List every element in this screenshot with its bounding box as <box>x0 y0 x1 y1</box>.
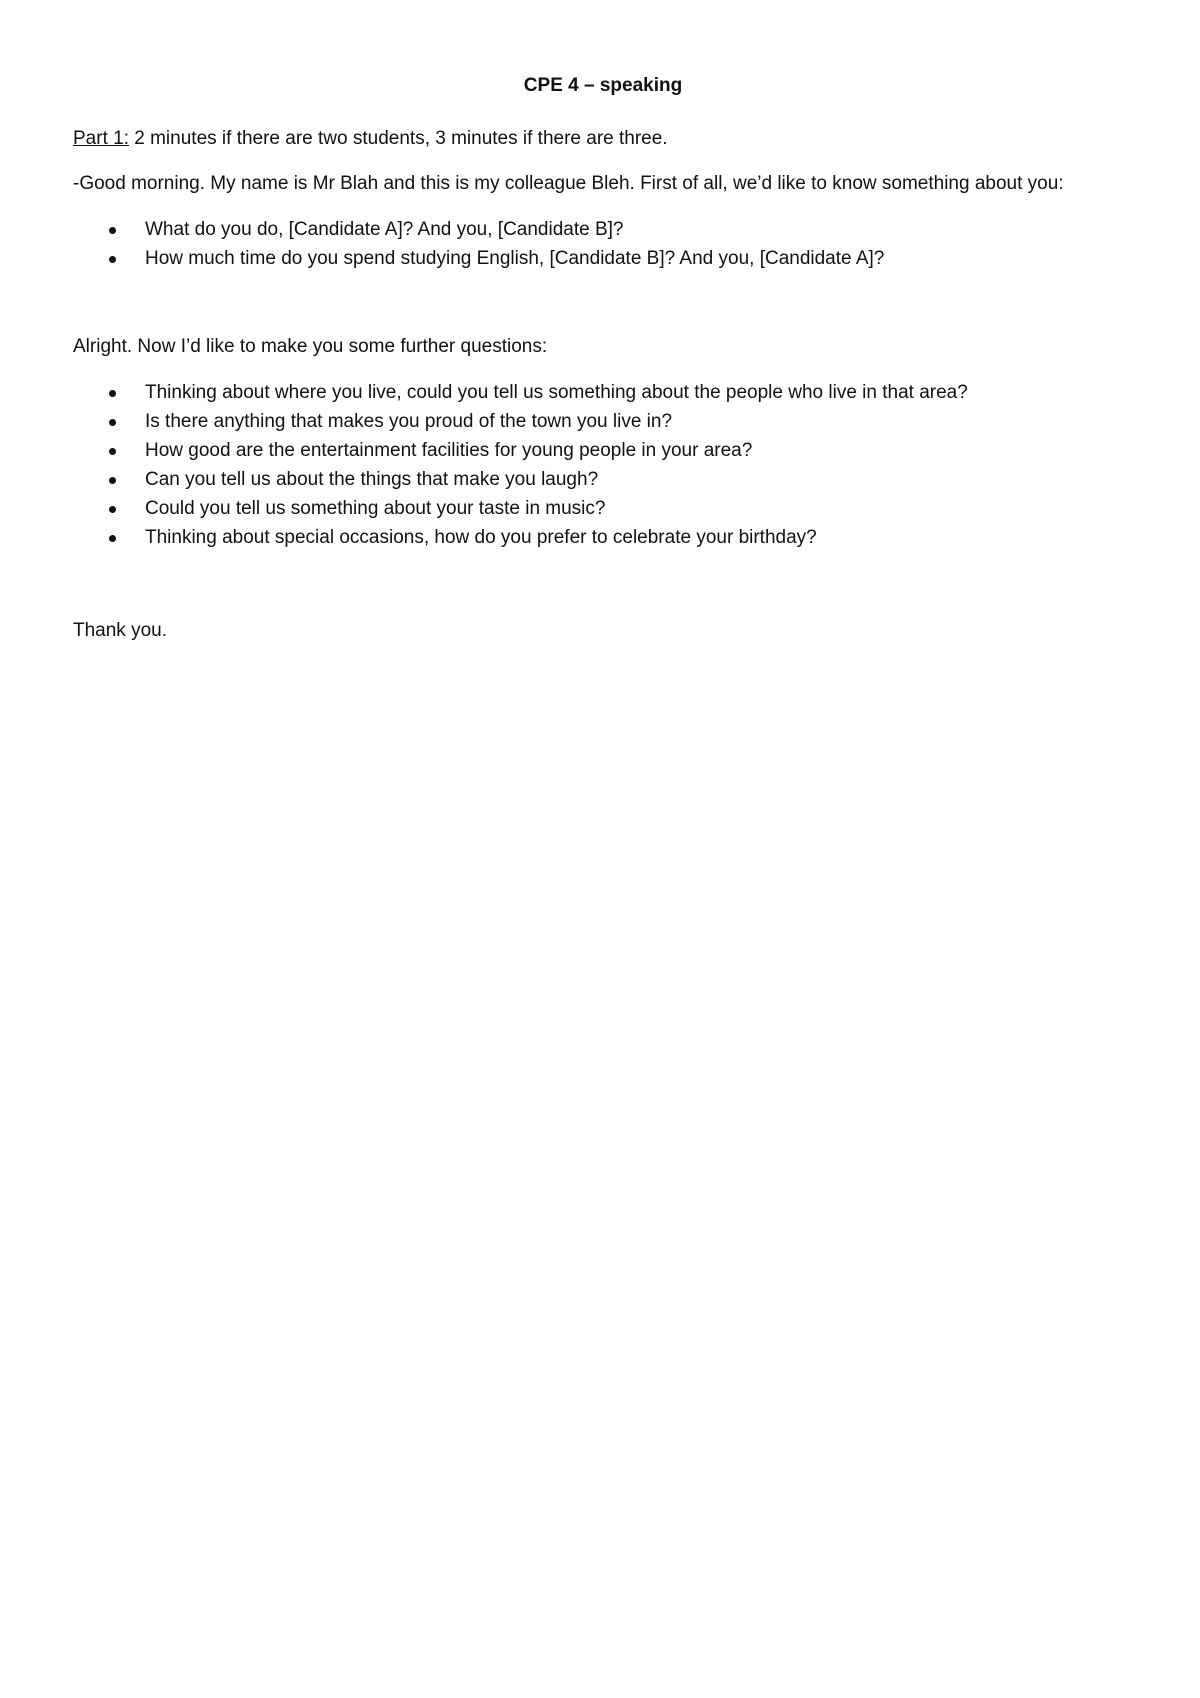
part1-text: 2 minutes if there are two students, 3 minutes if there are three. <box>128 128 668 149</box>
question-text: Thinking about special occasions, how do you prefer to celebrate your birthday? <box>145 527 817 548</box>
spacer <box>73 273 1133 333</box>
question-text: Thinking about where you live, could you tell us something about the people who live in that area? <box>145 382 968 403</box>
bullet-icon <box>109 477 116 484</box>
part1-label: Part 1: <box>73 128 129 149</box>
question-text: Is there anything that makes you proud of the town you live in? <box>145 411 673 432</box>
followup-question-list <box>73 378 1133 552</box>
list-item <box>73 244 1133 273</box>
bullet-icon <box>109 448 116 455</box>
closing-text: Thank you. <box>73 620 167 641</box>
bullet-icon <box>109 256 116 263</box>
bullet-icon <box>109 390 116 397</box>
question-text: How much time do you spend studying English, [Candidate B]? And you, [Candidate A]? <box>145 248 885 269</box>
list-item <box>73 407 1133 436</box>
list-item <box>73 436 1133 465</box>
list-item <box>73 465 1133 494</box>
intro-paragraph: -Good morning. My name is Mr Blah and this is my colleague Bleh. First of all, we’d like to know something about you: <box>73 173 1064 194</box>
list-item <box>73 215 1133 244</box>
part1-instructions <box>73 125 1133 152</box>
bullet-icon <box>109 227 116 234</box>
bullet-icon <box>109 506 116 513</box>
followup-intro-paragraph: Alright. Now I’d like to make you some further questions: <box>73 336 548 357</box>
document-content <box>73 72 1133 662</box>
question-text: Could you tell us something about your taste in music? <box>145 498 606 519</box>
bullet-icon <box>109 535 116 542</box>
list-item <box>73 494 1133 523</box>
document-title: CPE 4 – speaking <box>523 75 683 96</box>
spacer <box>73 552 1133 617</box>
question-text: Can you tell us about the things that make you laugh? <box>145 469 599 490</box>
list-item <box>73 378 1133 407</box>
list-item <box>73 523 1133 552</box>
question-text: What do you do, [Candidate A]? And you, [Candidate B]? <box>145 219 624 240</box>
bullet-icon <box>109 419 116 426</box>
intro-question-list <box>73 215 1133 273</box>
question-text: How good are the entertainment facilities for young people in your area? <box>145 440 753 461</box>
